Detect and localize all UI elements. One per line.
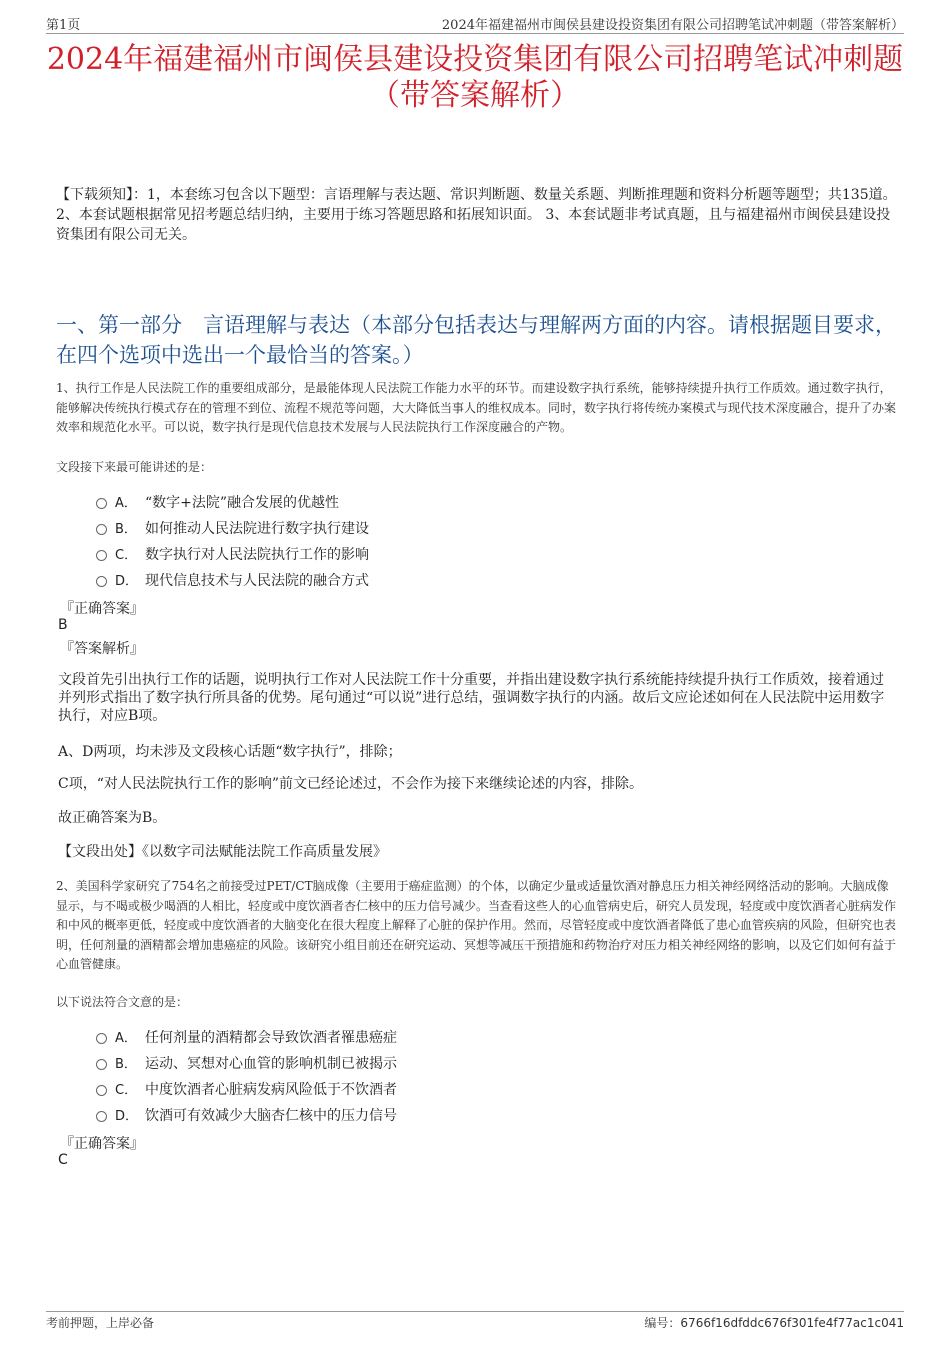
- analysis-paragraph: 文段首先引出执行工作的话题，说明执行工作对人民法院工作十分重要，并指出建设数字执行系统能持续提升执行工作质效，接着通过并列形式指出了数字执行所具备的优势。尾句通过“可以说”进行总结，强调数字执行的内涵。故后文应论述如何在人民法院中运用数字执行，对应B项。: [58, 672, 885, 724]
- analysis-label: 『答案解析』: [60, 641, 144, 657]
- radio-icon[interactable]: [96, 550, 107, 561]
- analysis-paragraph: C项，“对人民法院执行工作的影响”前文已经论述过，不会作为接下来继续论述的内容，排除。: [58, 776, 644, 792]
- question-2-option-d[interactable]: D． 饮酒可有效减少大脑杏仁核中的压力信号: [96, 1105, 397, 1125]
- answer-value: C: [58, 1152, 68, 1168]
- page-number: 第1页: [46, 18, 81, 33]
- running-title: 2024年福建福州市闽侯县建设投资集团有限公司招聘笔试冲刺题（带答案解析）: [441, 18, 904, 33]
- radio-icon[interactable]: [96, 498, 107, 509]
- download-notice: 【下载须知】：1，本套练习包含以下题型：言语理解与表达题、常识判断题、数量关系题、判断推理题和资料分析题等题型；共135道。 2、本套试题根据常见招考题总结归纳，主要用于练习答题思路和拓展知识面。 3、本套试题非考试真题，且与福建福州市闽侯县建设投资集团有限公司无关。: [56, 187, 897, 243]
- document-code: 编号：6766f16dfddc676f301fe4f77ac1c041: [644, 1316, 904, 1330]
- question-1-prompt: 文段接下来最可能讲述的是：: [56, 460, 213, 474]
- question-1-passage: 1、执行工作是人民法院工作的重要组成部分，是最能体现人民法院工作能力水平的环节。而建设数字执行系统，能够持续提升执行工作质效。通过数字执行，能够解决传统执行模式存在的管理不到位、流程不规范等问题，大大降低当事人的维权成本。同时，数字执行将传统办案模式与现代技术深度融合，提升了办案效率和规范化水平。可以说，数字执行是现代信息技术发展与人民法院执行工作深度融合的产物。: [56, 381, 897, 434]
- radio-icon[interactable]: [96, 524, 107, 535]
- answer-label: 『正确答案』: [60, 601, 144, 617]
- question-1-option-d[interactable]: D． 现代信息技术与人民法院的融合方式: [96, 570, 369, 590]
- document-title: 2024年福建福州市闽侯县建设投资集团有限公司招聘笔试冲刺题（带答案解析）: [46, 42, 904, 113]
- analysis-paragraph: A、D两项，均未涉及文段核心话题“数字执行”，排除；: [58, 744, 402, 760]
- question-2-prompt: 以下说法符合文意的是：: [56, 995, 189, 1009]
- footer-divider: [46, 1311, 904, 1312]
- question-1-option-a[interactable]: A． “数字+法院”融合发展的优越性: [96, 492, 339, 512]
- radio-icon[interactable]: [96, 1059, 107, 1070]
- question-2-passage: 2、美国科学家研究了754名之前接受过PET/CT脑成像（主要用于癌症监测）的个体，以确定少量或适量饮酒对静息压力相关神经网络活动的影响。大脑成像显示，与不喝或极少喝酒的人相比，轻度或中度饮酒者杏仁核中的压力信号减少。当查看这些人的心血管病史后，研究人员发现，轻度或中度饮酒者心脏病发作和中风的概率更低，轻度或中度饮酒者的大脑变化在很大程度上解释了心脏的保护作用。然而，尽管轻度或中度饮酒者降低了患心血管疾病的风险，但研究也表明，任何剂量的酒精都会增加患癌症的风险。该研究小组目前还在研究运动、冥想等减压干预措施和药物治疗对压力相关神经网络的影响，以及它们如何有益于心血管健康。: [56, 879, 897, 971]
- footer-slogan: 考前押题，上岸必备: [46, 1316, 155, 1330]
- radio-icon[interactable]: [96, 1085, 107, 1096]
- passage-source: 【文段出处】《以数字司法赋能法院工作高质量发展》: [58, 844, 387, 860]
- section-heading: 一、第一部分 言语理解与表达（本部分包括表达与理解两方面的内容。请根据题目要求，在四个选项中选出一个最恰当的答案。）: [56, 313, 896, 367]
- question-1-option-c[interactable]: C． 数字执行对人民法院执行工作的影响: [96, 544, 369, 564]
- radio-icon[interactable]: [96, 576, 107, 587]
- question-2-option-b[interactable]: B． 运动、冥想对心血管的影响机制已被揭示: [96, 1053, 397, 1073]
- analysis-paragraph: 故正确答案为B。: [58, 810, 167, 826]
- question-1-option-b[interactable]: B． 如何推动人民法院进行数字执行建设: [96, 518, 369, 538]
- answer-value: B: [58, 617, 68, 633]
- question-2-option-a[interactable]: A． 任何剂量的酒精都会导致饮酒者罹患癌症: [96, 1027, 397, 1047]
- header-divider: [46, 33, 904, 34]
- question-2-option-c[interactable]: C． 中度饮酒者心脏病发病风险低于不饮酒者: [96, 1079, 397, 1099]
- answer-label: 『正确答案』: [60, 1136, 144, 1152]
- radio-icon[interactable]: [96, 1033, 107, 1044]
- radio-icon[interactable]: [96, 1111, 107, 1122]
